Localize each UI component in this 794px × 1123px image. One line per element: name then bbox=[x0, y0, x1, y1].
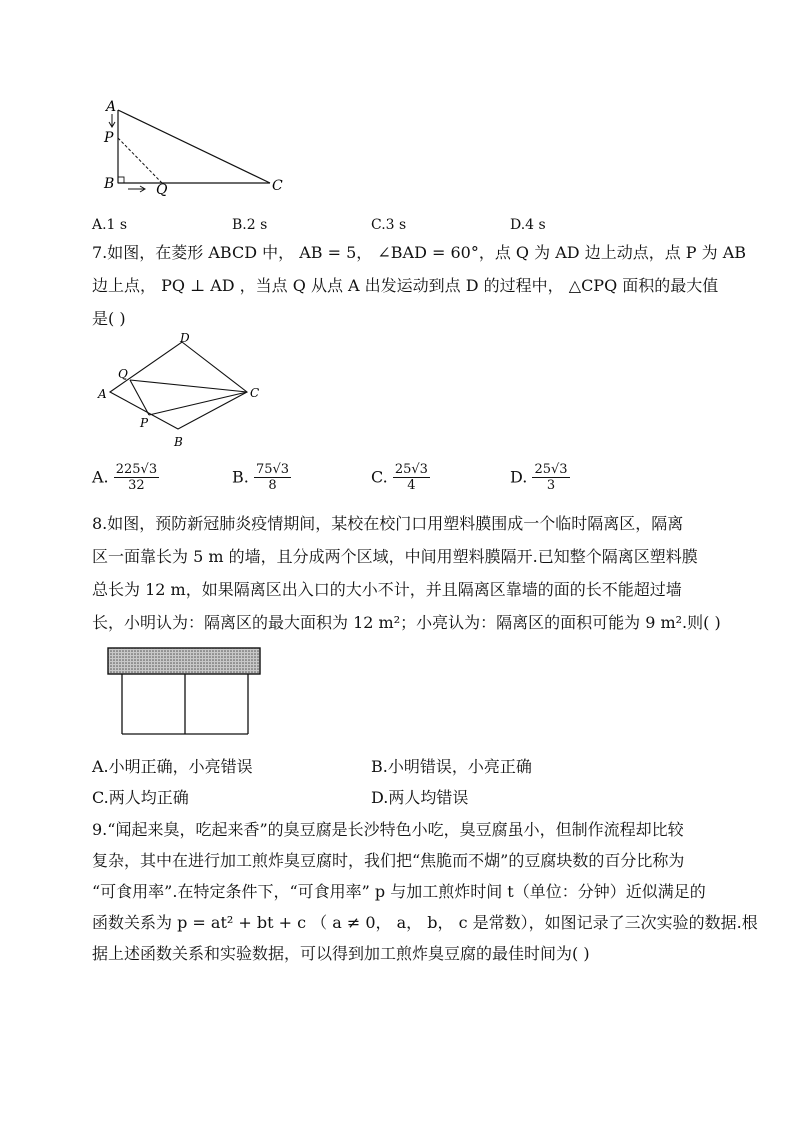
option-fraction bbox=[254, 462, 291, 493]
fraction-numerator: 25√3 bbox=[394, 462, 428, 477]
q8-option-a: A.小明正确，小亮错误 bbox=[92, 757, 253, 776]
q8-option-c: C.两人均正确 bbox=[92, 788, 189, 807]
q9-text-line4: 函数关系为 p = at² + bt + c （ a ≠ 0， a， b， c 是常数），如图记录了三次实验的数据.根 bbox=[92, 913, 758, 932]
label-p: P bbox=[140, 416, 149, 430]
q9-text-line2: 复杂，其中在进行加工煎炸臭豆腐时，我们把“焦脆而不煳”的豆腐块数的百分比称为 bbox=[92, 851, 685, 870]
option-fraction bbox=[114, 462, 159, 493]
q7-option-d bbox=[510, 462, 570, 493]
q9-text-line1: 9.“闻起来臭，吃起来香”的臭豆腐是长沙特色小吃，臭豆腐虽小，但制作流程却比较 bbox=[92, 820, 684, 839]
option-fraction bbox=[393, 462, 430, 493]
q7-option-b bbox=[232, 462, 291, 493]
q6-option-d: D.4 s bbox=[510, 217, 546, 233]
option-fraction bbox=[532, 462, 569, 493]
q9-text-line3: “可食用率”.在特定条件下，“可食用率” p 与加工煎炸时间 t（单位：分钟）近似满足的 bbox=[92, 882, 706, 901]
fraction-numerator: 225√3 bbox=[115, 462, 158, 477]
label-b: B bbox=[104, 176, 115, 192]
option-letter: B. bbox=[232, 467, 249, 487]
fraction-numerator: 25√3 bbox=[534, 462, 568, 477]
q6-option-c: C.3 s bbox=[371, 217, 407, 233]
q7-figure bbox=[92, 332, 272, 452]
label-c: C bbox=[250, 386, 260, 400]
q8-option-b: B.小明错误，小亮正确 bbox=[371, 757, 532, 776]
q6-figure bbox=[100, 96, 300, 196]
segment-qc bbox=[130, 380, 247, 392]
label-d: D bbox=[180, 332, 190, 345]
q7-text-line3: 是( ) bbox=[92, 309, 126, 328]
label-p: P bbox=[104, 130, 114, 146]
label-a: A bbox=[98, 387, 107, 401]
q6-option-b: B.2 s bbox=[232, 217, 268, 233]
fraction-denominator: 3 bbox=[546, 478, 556, 493]
q7-option-c bbox=[371, 462, 430, 493]
fraction-numerator: 75√3 bbox=[255, 462, 290, 477]
q7-option-a bbox=[92, 462, 159, 493]
option-letter: D. bbox=[510, 467, 528, 487]
option-letter: A. bbox=[92, 467, 109, 487]
fraction-denominator: 32 bbox=[128, 478, 145, 493]
q8-text-line3: 总长为 12 m，如果隔离区出入口的大小不计，并且隔离区靠墙的面的长不能超过墙 bbox=[92, 580, 682, 599]
label-a: A bbox=[106, 99, 117, 115]
q8-figure bbox=[104, 644, 266, 740]
segment-pc bbox=[149, 392, 247, 415]
q9-text-line5: 据上述函数关系和实验数据，可以得到加工煎炸臭豆腐的最佳时间为( ) bbox=[92, 944, 590, 963]
q8-text-line1: 8.如图，预防新冠肺炎疫情期间，某校在校门口用塑料膜围成一个临时隔离区，隔离 bbox=[92, 514, 684, 533]
label-q: Q bbox=[156, 182, 168, 196]
label-c: C bbox=[272, 178, 283, 194]
q7-text-line1: 7.如图，在菱形 ABCD 中， AB = 5， ∠BAD = 60°，点 Q 为 AD 边上动点，点 P 为 AB bbox=[92, 243, 747, 262]
segment-ac bbox=[118, 110, 270, 183]
q8-text-line4: 长，小明认为：隔离区的最大面积为 12 m²；小亮认为：隔离区的面积可能为 9 m².则( ) bbox=[92, 613, 721, 632]
segment-pq bbox=[130, 380, 149, 415]
fraction-denominator: 4 bbox=[407, 478, 416, 493]
q7-text-line2: 边上点， PQ ⊥ AD ，当点 Q 从点 A 出发运动到点 D 的过程中， △CPQ 面积的最大值 bbox=[92, 276, 719, 295]
wall bbox=[108, 648, 260, 674]
label-q: Q bbox=[118, 367, 128, 381]
fraction-denominator: 8 bbox=[268, 478, 277, 493]
q6-option-a: A.1 s bbox=[92, 217, 128, 233]
q8-option-d: D.两人均错误 bbox=[371, 788, 469, 807]
segment-pq bbox=[118, 138, 162, 183]
option-letter: C. bbox=[371, 467, 388, 487]
right-angle-mark bbox=[118, 177, 124, 183]
q8-text-line2: 区一面靠长为 5 m 的墙，且分成两个区域，中间用塑料膜隔开.已知整个隔离区塑料膜 bbox=[92, 547, 698, 566]
label-b: B bbox=[174, 435, 183, 449]
